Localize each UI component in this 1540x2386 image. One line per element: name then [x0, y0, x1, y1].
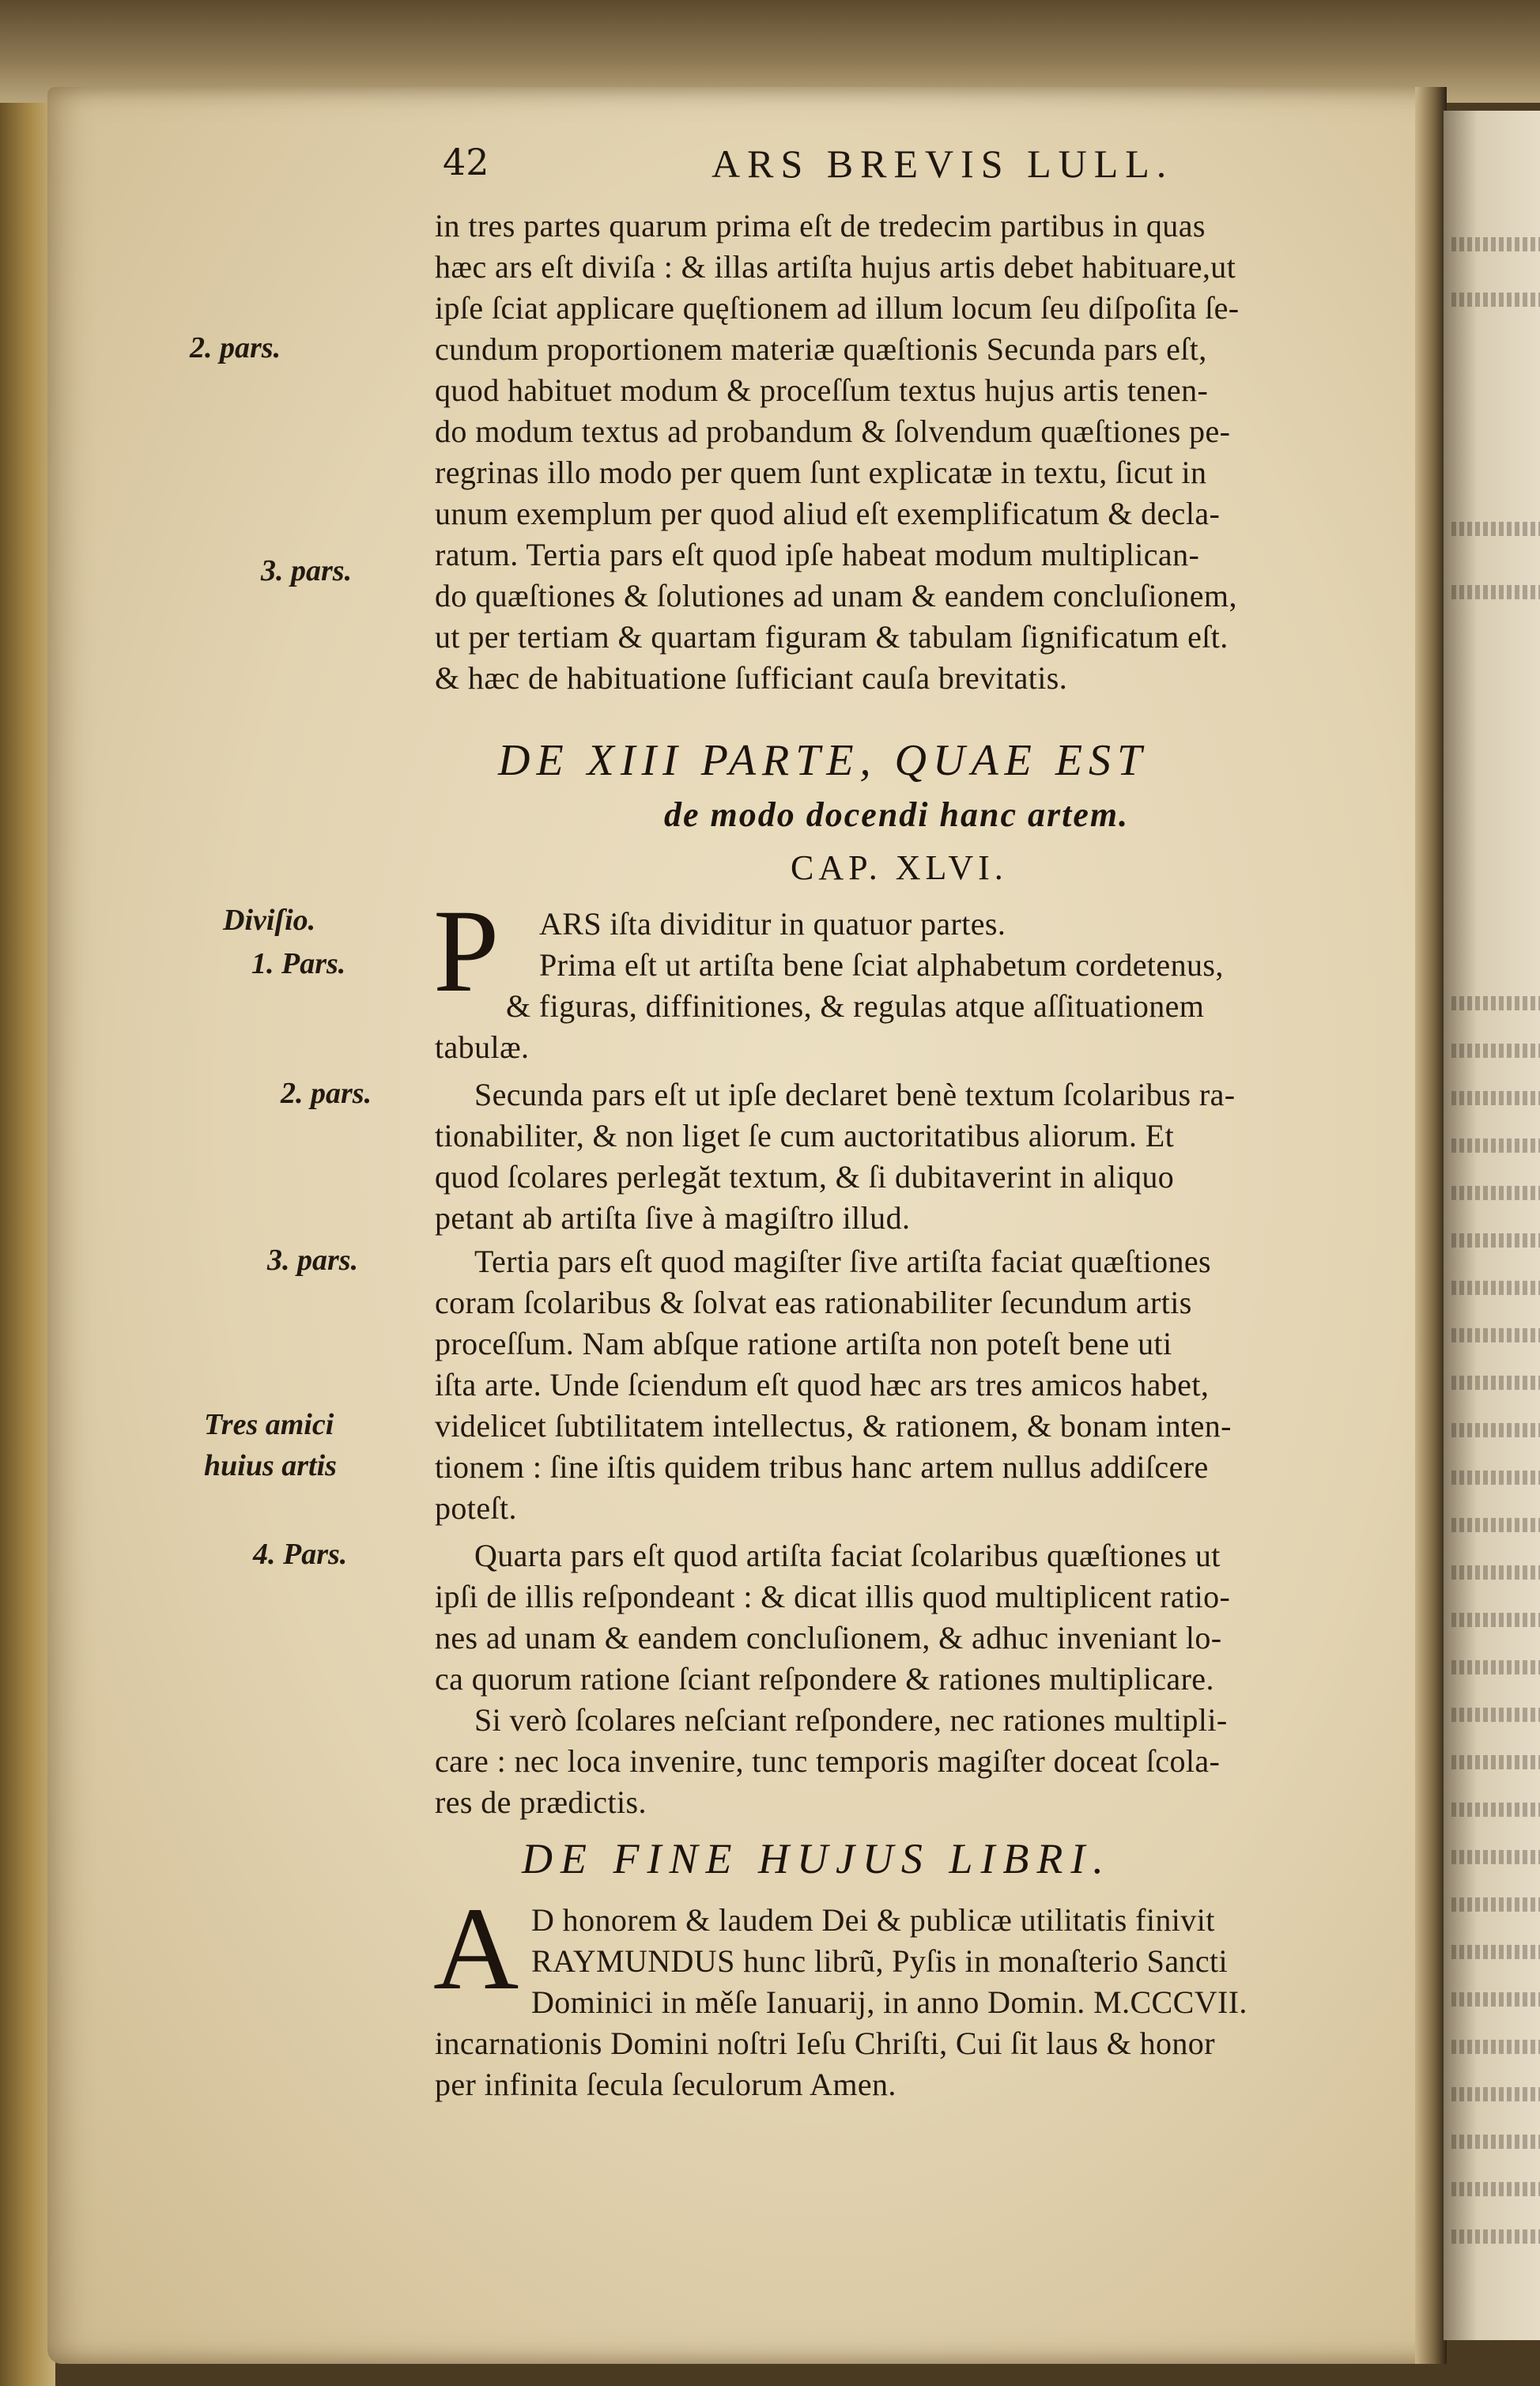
- adjacent-page-edge: [1444, 111, 1540, 2340]
- drop-cap-p: P: [433, 885, 500, 1017]
- text-line: & figuras, diffinitiones, & regulas atque aſſituationem: [506, 988, 1205, 1024]
- running-title: ARS BREVIS LULL.: [711, 142, 1174, 186]
- text-line: ARS iſta dividitur in quatuor partes.: [539, 906, 1006, 942]
- text-line: ipſi de illis reſpondeant : & dicat illis quod multiplicent ratio-: [435, 1579, 1231, 1614]
- ending-title: DE FINE HUJUS LIBRI.: [522, 1835, 1112, 1882]
- chapter-label: CAP. XLVI.: [791, 848, 1008, 887]
- text-line: ca quorum ratione ſciant reſpondere & rationes multiplicare.: [435, 1661, 1214, 1697]
- text-line: coram ſcolaribus & ſolvat eas rationabiliter ſecundum artis: [435, 1285, 1192, 1320]
- text-line: in tres partes quarum prima eſt de tredecim partibus in quas: [435, 208, 1206, 244]
- chapter-title: DE XIII PARTE, QUAE EST: [498, 736, 1149, 785]
- margin-note: 2. pars.: [190, 331, 281, 364]
- text-line: Quarta pars eſt quod artiſta faciat ſcolaribus quæſtiones ut: [474, 1538, 1221, 1573]
- text-line: regrinas illo modo per quem ſunt explicatæ in textu, ſicut in: [435, 455, 1207, 490]
- text-line: hæc ars eſt diviſa : & illas artiſta hujus artis debet habituare,ut: [435, 249, 1236, 285]
- margin-note: 3. pars.: [267, 1244, 359, 1277]
- text-line: D honorem & laudem Dei & publicæ utilitatis finivit: [531, 1902, 1215, 1938]
- text-line: incarnationis Domini noſtri Ieſu Chriſti, Cui ſit laus & honor: [435, 2025, 1215, 2061]
- text-line: Dominici in měſe Ianuarij, in anno Domin. M.CCCVII.: [531, 1984, 1247, 2020]
- text-line: ipſe ſciat applicare quęſtionem ad illum locum ſeu diſpoſita ſe-: [435, 290, 1240, 326]
- text-line: quod ſcolares perlegăt textum, & ſi dubitaverint in aliquo: [435, 1159, 1175, 1195]
- text-line: per infinita ſecula ſeculorum Amen.: [435, 2067, 896, 2102]
- page-gutter: [1415, 87, 1447, 2364]
- text-line: iſta arte. Unde ſciendum eſt quod hæc ars tres amicos habet,: [435, 1367, 1210, 1403]
- text-line: tionabiliter, & non liget ſe cum auctoritatibus aliorum. Et: [435, 1118, 1175, 1153]
- margin-note: Tres amici: [204, 1408, 334, 1441]
- chapter-subtitle: de modo docendi hanc artem.: [664, 795, 1130, 834]
- margin-note: 4. Pars.: [253, 1538, 348, 1571]
- margin-note: Diviſio.: [223, 904, 316, 937]
- text-line: Si verò ſcolares neſciant reſpondere, nec rationes multipli-: [474, 1702, 1228, 1738]
- text-line: tionem : ſine iſtis quidem tribus hanc artem nullus addiſcere: [435, 1449, 1209, 1485]
- margin-note: 1. Pars.: [251, 947, 346, 980]
- text-line: ut per tertiam & quartam figuram & tabulam ſignificatum eſt.: [435, 619, 1229, 655]
- text-line: do modum textus ad probandum & ſolvendum quæſtiones pe-: [435, 413, 1231, 449]
- margin-note: huius artis: [204, 1449, 337, 1482]
- text-line: nes ad unam & eandem concluſionem, & adhuc inveniant lo-: [435, 1620, 1222, 1655]
- page-header: [443, 141, 1423, 196]
- text-line: quod habituet modum & proceſſum textus hujus artis tenen-: [435, 372, 1209, 408]
- text-line: do quæſtiones & ſolutiones ad unam & eandem concluſionem,: [435, 578, 1237, 613]
- text-line: poteſt.: [435, 1490, 517, 1526]
- text-line: Tertia pars eſt quod magiſter ſive artiſta faciat quæſtiones: [474, 1244, 1212, 1279]
- text-line: cundum proportionem materiæ quæſtionis Secunda pars eſt,: [435, 331, 1207, 367]
- text-line: & hæc de habituatione ſufficiant cauſa brevitatis.: [435, 660, 1068, 696]
- text-line: unum exemplum per quod aliud eſt exemplificatum & decla-: [435, 496, 1221, 531]
- text-line: ratum. Tertia pars eſt quod ipſe habeat modum multiplican-: [435, 537, 1200, 572]
- text-line: RAYMUNDUS hunc librũ, Pyſis in monaſterio Sancti: [531, 1943, 1229, 1979]
- text-line: proceſſum. Nam abſque ratione artiſta non poteſt bene uti: [435, 1326, 1172, 1361]
- text-line: tabulæ.: [435, 1029, 530, 1065]
- margin-note: 2. pars.: [281, 1077, 372, 1110]
- text-line: Secunda pars eſt ut ipſe declaret benè textum ſcolaribus ra-: [474, 1077, 1236, 1112]
- text-line: care : nec loca invenire, tunc temporis magiſter doceat ſcola-: [435, 1743, 1221, 1779]
- margin-note: 3. pars.: [261, 554, 353, 587]
- text-line: res de prædictis.: [435, 1784, 647, 1820]
- text-line: petant ab artiſta ſive à magiſtro illud.: [435, 1200, 911, 1236]
- text-line: Prima eſt ut artiſta bene ſciat alphabetum cordetenus,: [539, 947, 1224, 983]
- text-line: videlicet ſubtilitatem intellectus, & rationem, & bonam inten-: [435, 1408, 1232, 1444]
- drop-cap-a: A: [433, 1883, 519, 2014]
- page-number: 42: [443, 141, 489, 183]
